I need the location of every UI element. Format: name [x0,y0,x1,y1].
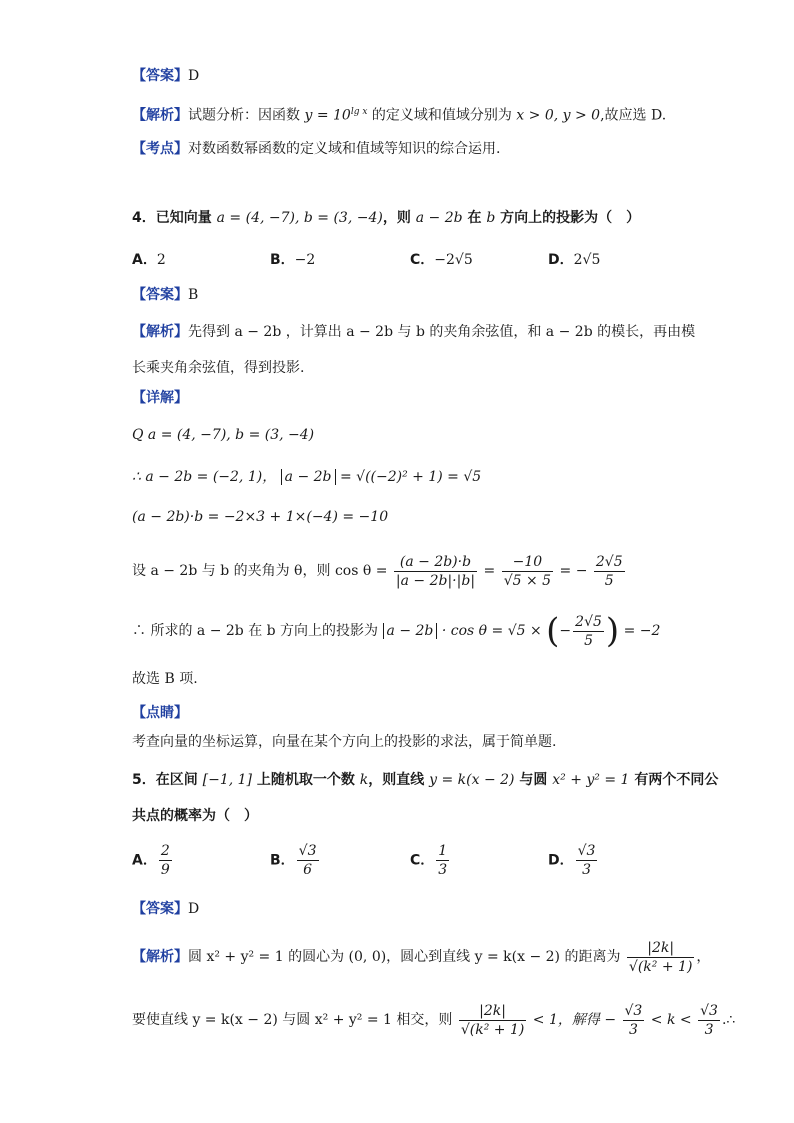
fraction-den: 6 [303,862,313,878]
detail-step: 设 a − 2b 与 b 的夹角为 θ，则 cos θ = [132,563,388,579]
projection-fraction [573,613,604,650]
answer-value: B [188,287,199,303]
analysis-text-a: 试题分析：因函数 [188,107,300,124]
q5-stem-a: 5．在区间 [132,772,198,788]
answer-tag: 【答案】 [132,901,188,917]
fraction-num: √3 [298,843,317,859]
analysis-line-prev [132,102,666,126]
detail-abs: a − 2b [383,623,438,639]
option-label: B． [270,852,295,869]
bound-fraction-low [623,1002,645,1039]
q5-stem-c: ，则直线 [368,772,425,788]
kaodian-text: 对数函数幂函数的定义域和值域等知识的综合运用. [188,141,501,157]
analysis-text: .∴ [721,1012,736,1028]
fraction-den: √5 × 5 [503,572,552,589]
q5-stem-line1 [132,770,718,790]
analysis-text: 先得到 a − 2b ，计算出 a − 2b 与 b 的夹角余弦值，和 a − 2b 的模长，再由模 [188,324,696,340]
q4-detail-2 [132,467,481,487]
answer-tag: 【答案】 [132,287,188,303]
fraction-num: √3 [624,1002,643,1019]
answer-value: D [188,68,200,84]
q5-stem-line2 [132,806,258,826]
condition-fraction [459,1002,526,1039]
fraction-num: |2k| [627,939,694,958]
fraction-num: 2√5 [595,553,623,570]
analysis-tag: 【解析】 [132,324,188,340]
value-fraction [502,553,553,590]
q4-option-a[interactable] [132,249,166,269]
fraction-den: 5 [584,632,593,649]
fraction-den: |a − 2b|·|b| [395,572,476,589]
option-label: B． [270,252,295,268]
analysis-text: < k < [650,1012,692,1028]
fraction-num: 2√5 [575,613,602,630]
option-label: C． [410,252,435,268]
fraction-den: 3 [628,1021,638,1038]
option-label: A． [132,252,157,268]
fraction-den: 3 [438,862,448,878]
q5-line: y = k(x − 2) [429,772,515,788]
q5-analysis-line1 [132,934,710,980]
analysis-tag: 【解析】 [132,107,188,124]
q4-b: b [486,210,496,226]
analysis-tag: 【解析】 [132,949,188,965]
kaodian-tag: 【考点】 [132,141,188,157]
q4-option-b[interactable] [270,249,315,269]
detail-step: (a − 2b)·b = −2×3 + 1×(−4) = −10 [132,509,389,525]
analysis-text: 长乘夹角余弦值，得到投影. [132,360,305,376]
analysis-cond: x > 0, y > 0 [516,107,601,124]
analysis-text-b: 的定义域和值域分别为 [371,107,512,124]
q4-dianjing-line [132,732,556,752]
answer-line-prev [132,66,199,86]
q4-detail-4 [132,546,627,596]
equals: = − [559,563,588,579]
q4-analysis-line2 [132,358,304,378]
option-fraction [297,842,319,879]
q4-stem-d: 方向上的投影为（ ） [500,210,641,226]
analysis-formula-sup: lg x [350,107,368,117]
q5-interval: [−1, 1] [202,772,252,788]
q4-detail-6 [132,669,198,689]
answer-tag: 【答案】 [132,68,188,84]
q4-analysis-line1 [132,322,695,342]
analysis-text: < 1，解得 − [532,1012,617,1028]
option-label: A． [132,852,157,869]
fraction-num: √3 [700,1002,718,1019]
analysis-text: 要使直线 y = k(x − 2) 与圆 x² + y² = 1 相交，则 [132,1012,453,1028]
q4-dianjing-tag-line [132,703,188,723]
q5-option-a[interactable] [132,842,174,879]
detail-step: ∴ a − 2b = (−2, 1)， [132,469,277,485]
detail-tag: 【详解】 [132,390,188,406]
fraction-den: 9 [160,862,170,878]
q4-stem [132,208,640,228]
fraction-num: (a − 2b)·b [394,553,477,572]
detail-step: = −2 [623,623,661,639]
dianjing-tag: 【点睛】 [132,705,188,721]
q4-detail-tag-line [132,388,188,408]
option-fraction [576,842,598,879]
fraction-num: 1 [438,843,448,859]
q4-option-d[interactable] [548,249,600,269]
q5-stem-b: 上随机取一个数 [256,772,355,788]
right-paren: ) [605,611,620,651]
detail-step: = √((−2)² + 1) = √5 [339,469,482,485]
option-value: 2 [156,252,166,268]
q5-option-d[interactable] [548,842,599,879]
option-value: −2√5 [434,252,473,268]
q4-detail-5: ∴ 所求的 a − 2b 在 b 方向上的投影为 a − 2b · cos θ = √5 × (− $\frac{2√5}{5}$ ) = −2 [132,611,661,651]
detail-abs: a − 2b [281,469,336,485]
equals: = [483,563,496,579]
fraction-num: −10 [502,553,553,572]
cos-fraction [394,553,477,590]
analysis-formula: y = 10 [304,107,351,124]
q5-answer-line [132,899,199,919]
option-label: D． [548,852,574,869]
option-value: 2√5 [573,252,601,268]
option-label: D． [548,252,574,268]
bound-fraction-high [698,1002,720,1039]
distance-fraction [627,939,694,976]
detail-step: Q a = (4, −7), b = (3, −4) [132,427,315,443]
fraction-den: √(k² + 1) [460,1021,525,1038]
q4-answer-line [132,285,198,305]
q5-stem-f: 共点的概率为（ ） [132,808,258,824]
q5-stem-e: 有两个不同公 [634,772,719,788]
q5-stem-d: 与圆 [519,772,548,788]
analysis-text-c: ,故应选 D. [600,107,667,124]
q5-option-c[interactable] [410,842,451,879]
detail-step: · cos θ = √5 × [441,623,542,639]
left-paren: ( [546,611,560,651]
q4-vectors: a = (4, −7), b = (3, −4) [216,210,383,226]
fraction-num: 2 [160,843,170,859]
q4-detail-3 [132,507,388,527]
q5-option-b[interactable] [270,842,321,879]
option-fraction [436,842,449,879]
fraction-num: √3 [577,843,596,859]
fraction-den: 5 [604,572,614,589]
option-value: −2 [294,252,316,268]
q4-stem-a: 4．已知向量 [132,210,212,226]
detail-step: ∴ 所求的 a − 2b 在 b 方向上的投影为 [132,623,379,639]
fraction-num: |2k| [459,1002,526,1021]
q4-stem-c: 在 [467,210,482,226]
option-label: C． [410,852,435,869]
q4-expr: a − 2b [415,210,463,226]
fraction-den: √(k² + 1) [628,958,693,975]
analysis-text: 圆 x² + y² = 1 的圆心为 (0, 0)，圆心到直线 y = k(x − 2) 的距离为 [188,949,621,965]
analysis-text: ， [696,949,711,965]
option-fraction [159,842,172,879]
q4-option-c[interactable] [410,249,473,269]
fraction-den: 3 [704,1021,714,1038]
answer-value: D [188,901,200,917]
q5-analysis-line2 [132,997,735,1043]
fraction-den: 3 [582,862,591,878]
kaodian-line [132,139,500,159]
dianjing-text: 考查向量的坐标运算，向量在某个方向上的投影的求法，属于简单题. [132,734,557,750]
q4-stem-b: ，则 [382,210,411,226]
result-fraction [594,553,625,590]
q5-circle: x² + y² = 1 [552,772,630,788]
q4-detail-1 [132,425,314,445]
detail-step: 故选 B 项. [132,671,198,687]
q5-k: k [359,772,369,788]
